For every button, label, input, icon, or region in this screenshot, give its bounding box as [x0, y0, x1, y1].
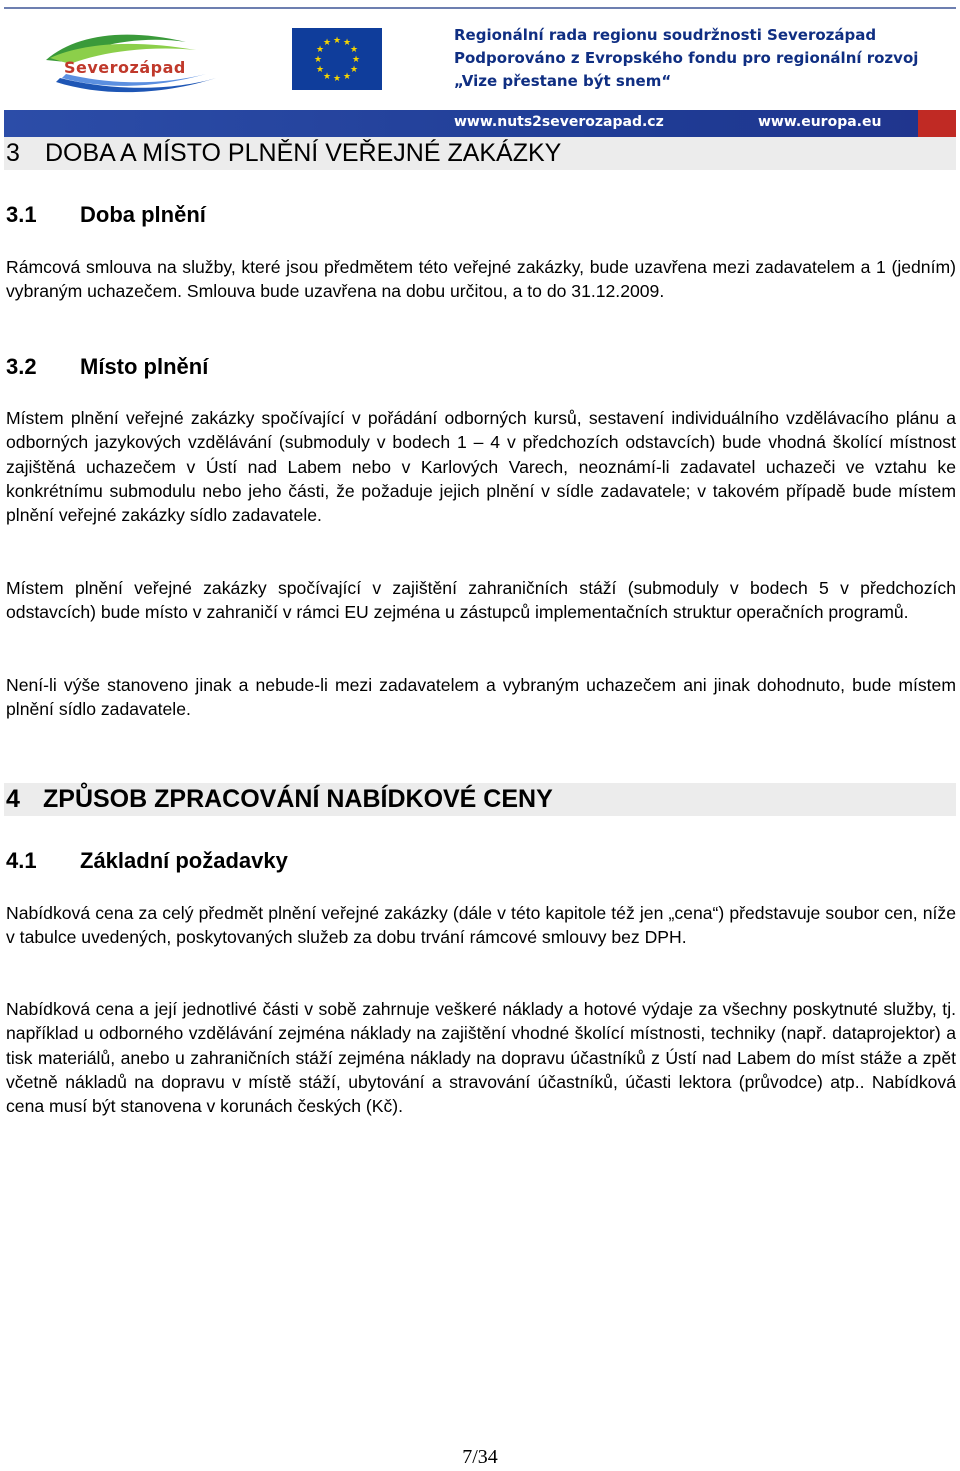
severozapad-logo	[36, 28, 226, 98]
section-4-number: 4	[6, 785, 20, 813]
subsection-4-1-heading	[6, 848, 288, 874]
svg-text:★: ★	[332, 36, 342, 46]
paragraph-offer-price-costs: Nabídková cena a její jednotlivé části v sobě zahrnuje veškeré náklady a hotové výdaje za všechny poskytnuté služby, tj. například u odborného vzdělávání zejména náklady na zajištění vhodné školící místnosti, techniky (např. dataprojektor) a tisk materiálů, anebo u zahraničních stáží zejména náklady na dopravu účastníků z Ústí nad Labem do míst stáže a zpět včetně nákladů na dopravu v místě stáží, ubytování a stravování účastníků, účasti lektora (průvodce) atp.. Nabídková cena musí být stanovena v korunách českých (Kč).	[6, 999, 956, 1117]
europa-url-link[interactable]: www.europa.eu	[758, 114, 882, 130]
header-banner	[4, 4, 956, 138]
section-3-number: 3	[6, 139, 20, 167]
nuts2-url-link[interactable]: www.nuts2severozapad.cz	[454, 114, 664, 130]
subsection-4-1-title: Základní požadavky	[80, 848, 288, 873]
svg-text:★: ★	[322, 38, 332, 48]
svg-text:★: ★	[349, 45, 359, 55]
subsection-3-1-heading	[6, 202, 206, 228]
banner-text	[454, 24, 918, 93]
paragraph-offer-price-definition: Nabídková cena za celý předmět plnění veřejné zakázky (dále v této kapitole též jen „cena“) představuje soubor cen, níže v tabulce uvedených, poskytovaných služeb za dobu trvání rámcové smlouvy bez DPH.	[6, 903, 956, 948]
svg-text:★: ★	[342, 72, 352, 82]
paragraph-place-internships: Místem plnění veřejné zakázky spočívající v zajištění zahraničních stáží (submoduly v bodech 5 v předchozích odstavcích) bude místo v zahraničí v rámci EU zejména u zástupců implementačních struktur operačních programů.	[6, 578, 956, 623]
banner-line-3: „Vize přestane být snem“	[454, 72, 672, 90]
svg-text:★: ★	[322, 72, 332, 82]
paragraph-place-courses: Místem plnění veřejné zakázky spočívající v pořádání odborných kursů, sestavení individuálního vzdělávacího plánu a odborných jazykových vzdělávání (submoduly v bodech 1 – 4 v předchozích odstavcích) bude vhodná školící místnost zajištěná uchazečem v Ústí nad Labem nebo v Karlových Varech, neoznámí-li zadavatel uchazeči ve vztahu ke konkrétnímu submodulu nebo jeho části, že požaduje jejich plnění v sídle zadavatele; v takovém případě bude místem plnění veřejné zakázky sídlo zadavatele.	[6, 408, 956, 526]
section-4-heading	[4, 783, 956, 816]
svg-text:★: ★	[332, 74, 342, 84]
subsection-3-2-heading	[6, 354, 208, 380]
svg-text:★: ★	[351, 55, 361, 65]
top-rule	[4, 7, 956, 9]
svg-text:★: ★	[342, 38, 352, 48]
paragraph-default-place: Není-li výše stanoveno jinak a nebude-li mezi zadavatelem a vybraným uchazečem ani jinak dohodnuto, bude místem plnění sídlo zadavatele.	[6, 675, 956, 720]
subsection-3-2-number: 3.2	[6, 354, 37, 379]
section-3-title: DOBA A MÍSTO PLNĚNÍ VEŘEJNÉ ZAKÁZKY	[45, 139, 562, 167]
svg-text:★: ★	[313, 55, 323, 65]
svg-text:★: ★	[315, 45, 325, 55]
section-4-title: ZPŮSOB ZPRACOVÁNÍ NABÍDKOVÉ CENY	[43, 785, 553, 813]
logo-text: Severozápad	[64, 58, 186, 77]
banner-line-1: Regionální rada regionu soudržnosti Severozápad	[454, 26, 877, 44]
paragraph-contract-duration: Rámcová smlouva na služby, které jsou předmětem této veřejné zakázky, bude uzavřena mezi zadavatelem a 1 (jedním) vybraným uchazečem. Smlouva bude uzavřena na dobu určitou, a to do 31.12.2009.	[6, 257, 956, 302]
subsection-3-1-number: 3.1	[6, 202, 37, 227]
subsection-3-1-title: Doba plnění	[80, 202, 206, 227]
svg-text:★: ★	[315, 65, 325, 75]
section-3-heading	[4, 137, 956, 170]
subsection-4-1-number: 4.1	[6, 848, 37, 873]
subsection-3-2-title: Místo plnění	[80, 354, 209, 379]
eu-flag-icon	[292, 28, 382, 90]
page-number: 7/34	[462, 1446, 498, 1468]
banner-line-2: Podporováno z Evropského fondu pro regionální rozvoj	[454, 49, 919, 67]
svg-text:★: ★	[349, 65, 359, 75]
